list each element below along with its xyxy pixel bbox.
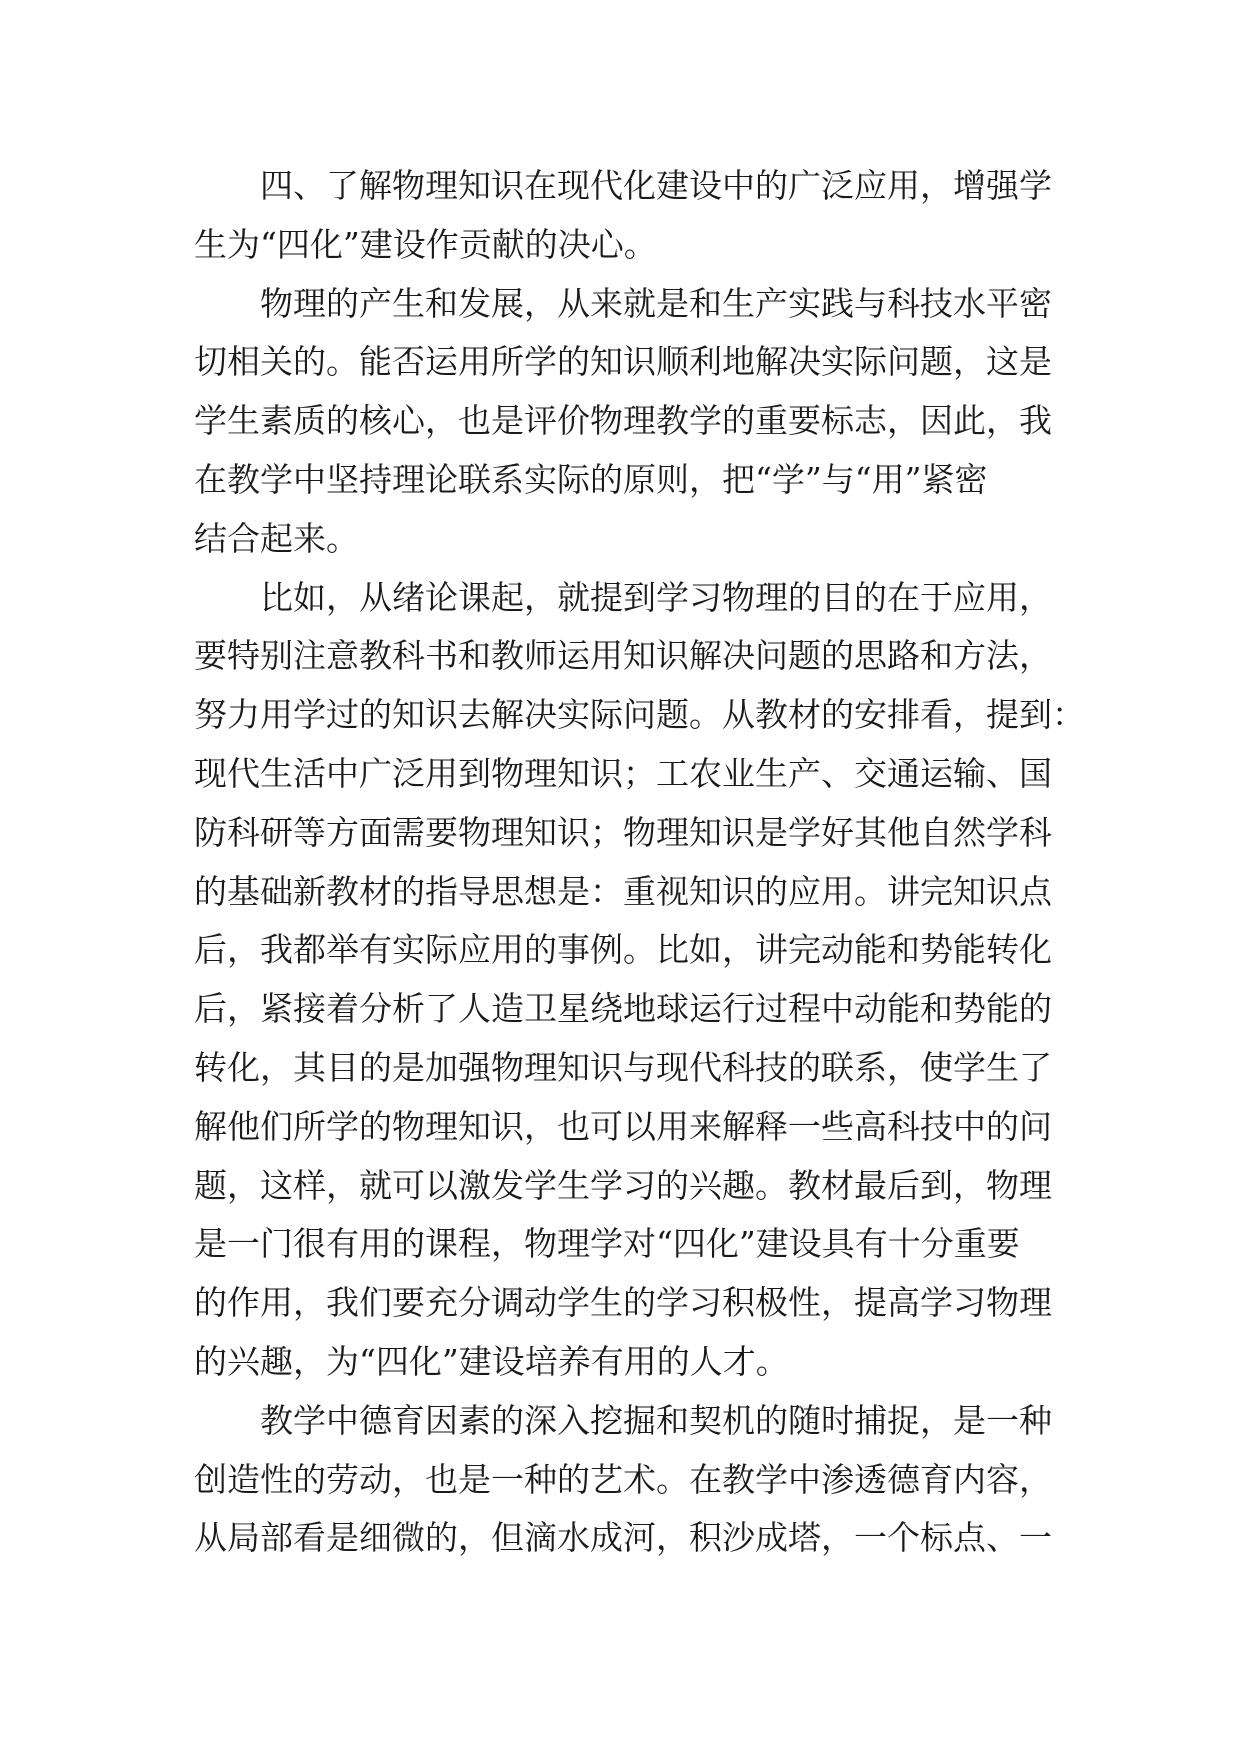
text-line: 要特别注意教科书和教师运用知识解决问题的思路和方法， [194,636,1052,676]
text-line: 四、了解物理知识在现代化建设中的广泛应用，增强学 [260,166,1052,205]
text-line: 生为“四化”建设作贡献的决心。 [194,224,657,264]
text-line: 题，这样，就可以激发学生学习的兴趣。教材最后到，物理 [194,1165,1052,1205]
text-line: 是一门很有用的课程，物理学对“四化”建设具有十分重要 [194,1224,1020,1264]
text-line: 后，紧接着分析了人造卫星绕地球运行过程中动能和势能的 [194,989,1052,1029]
text-line: 解他们所学的物理知识，也可以用来解释一些高科技中的问 [194,1106,1052,1146]
paragraph [194,569,1085,1392]
text-line: 后，我都举有实际应用的事例。比如，讲完动能和势能转化 [194,930,1052,970]
paragraph [194,275,1074,569]
text-line: 结合起来。 [194,518,359,558]
text-line: 在教学中坚持理论联系实际的原则，把“学”与“用”紧密 [194,459,988,499]
text-line: 的兴趣，为“四化”建设培养有用的人才。 [194,1341,789,1381]
text-line: 创造性的劳动，也是一种的艺术。在教学中渗透德育内容， [194,1459,1052,1499]
document-body [194,157,1085,1568]
text-line: 的作用，我们要充分调动学生的学习积极性，提高学习物理 [194,1283,1052,1323]
text-line: 比如，从绪论课起，就提到学习物理的目的在于应用， [260,577,1052,617]
paragraph [194,157,1074,275]
text-line: 从局部看是细微的，但滴水成河，积沙成塔，一个标点、一 [194,1518,1052,1558]
text-line: 现代生活中广泛用到物理知识；工农业生产、交通运输、国 [194,753,1052,793]
text-line: 切相关的。能否运用所学的知识顺利地解决实际问题，这是 [194,342,1052,382]
text-line: 的基础新教材的指导思想是：重视知识的应用。讲完知识点 [194,871,1052,911]
text-line: 物理的产生和发展，从来就是和生产实践与科技水平密 [260,283,1052,323]
text-line: 努力用学过的知识去解决实际问题。从教材的安排看，提到： [194,695,1085,735]
text-line: 防科研等方面需要物理知识；物理知识是学好其他自然学科 [194,812,1052,852]
text-line: 转化，其目的是加强物理知识与现代科技的联系，使学生了 [194,1047,1052,1087]
text-line: 教学中德育因素的深入挖掘和契机的随时捕捉，是一种 [260,1400,1052,1440]
paragraph [194,1392,1074,1568]
text-line: 学生素质的核心，也是评价物理教学的重要标志，因此，我 [194,401,1052,441]
